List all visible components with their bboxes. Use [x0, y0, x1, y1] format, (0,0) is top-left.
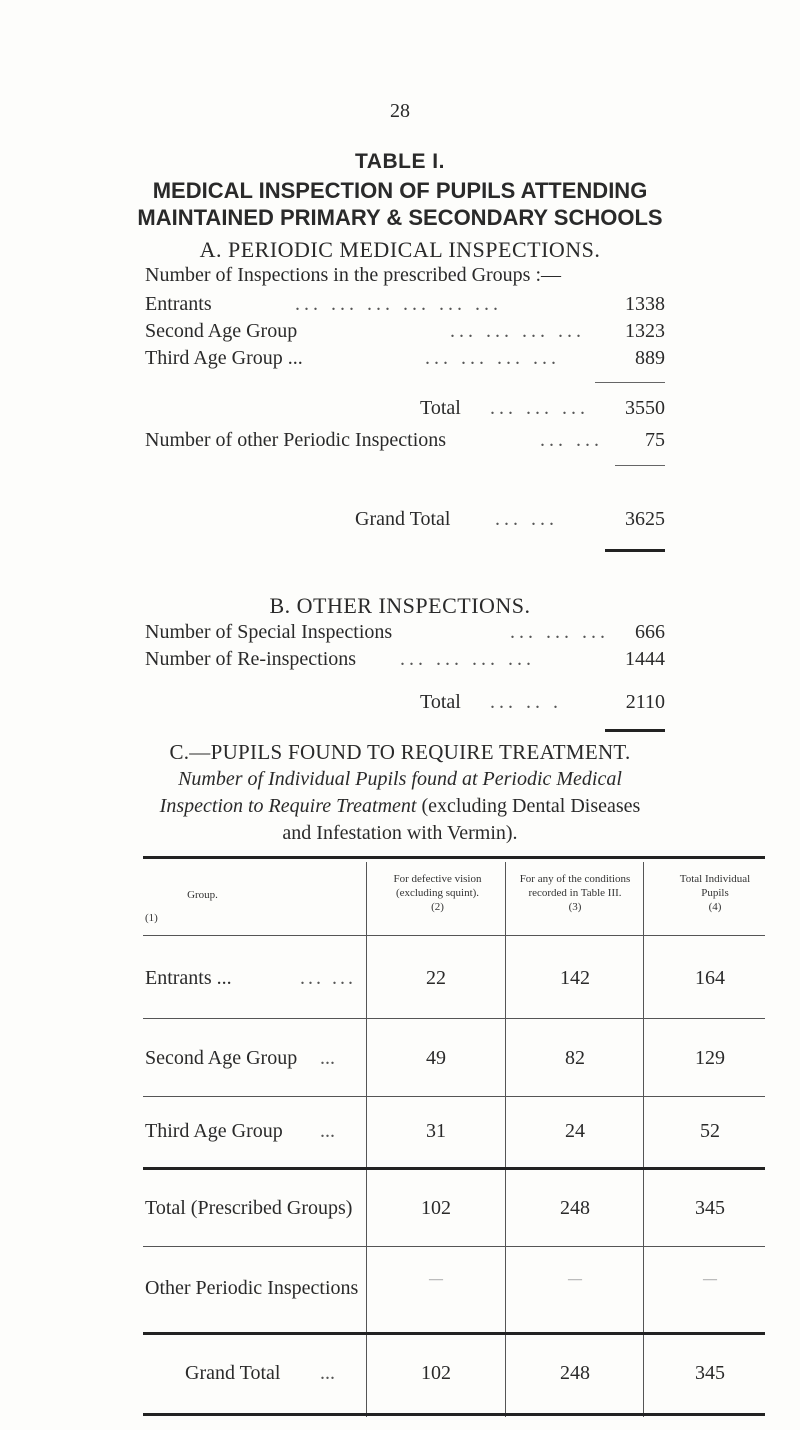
- row-value: 889: [635, 347, 665, 369]
- section-b-title: B. OTHER INSPECTIONS.: [269, 593, 531, 618]
- row-label: Second Age Group: [145, 320, 298, 342]
- total-value: 2110: [625, 691, 665, 713]
- table-cell: 164: [695, 967, 725, 989]
- table-row-group: Second Age Group: [145, 1047, 298, 1069]
- row-rule-heavy: [143, 1167, 765, 1170]
- leader-dots: ... ...: [495, 508, 558, 530]
- leader-dots: ... ... ...: [510, 621, 609, 643]
- table-cell: —: [703, 1272, 717, 1287]
- table-cell: 142: [560, 967, 590, 989]
- section-c-subtitle-1: Number of Individual Pupils found at Periodic Medical: [178, 768, 622, 790]
- grand-total-label: Grand Total: [355, 508, 451, 530]
- table-cell: 82: [565, 1047, 585, 1069]
- row-label: Number of Special Inspections: [145, 621, 393, 643]
- list-item: [145, 621, 665, 649]
- leader-dots: ... ...: [540, 429, 603, 451]
- row-value: 1323: [625, 320, 665, 342]
- header-num: (2): [431, 901, 444, 913]
- total-label: Total: [420, 397, 461, 419]
- total-value: 3550: [625, 397, 665, 419]
- list-item: [145, 347, 665, 375]
- subtitle-italic-part: Inspection to Require Treatment: [159, 795, 417, 817]
- header-text: Total Individual Pupils: [679, 873, 751, 899]
- table-cell: 49: [426, 1047, 446, 1069]
- leader-dots: ... ... ... ... ... ...: [295, 293, 502, 315]
- heading-line-1: MEDICAL INSPECTION OF PUPILS ATTENDING: [152, 178, 648, 203]
- header-num: (3): [568, 901, 582, 913]
- header-conditions: [510, 872, 640, 914]
- page-number: 28: [390, 100, 410, 122]
- leader-dots: ... ...: [300, 967, 356, 989]
- row-value: 1338: [625, 293, 665, 315]
- row-label: Entrants: [145, 293, 212, 315]
- total-row: [145, 397, 665, 425]
- table-row-group: Total (Prescribed Groups): [145, 1197, 353, 1219]
- total-label: Total: [420, 691, 461, 713]
- section-c-subtitle-3: and Infestation with Vermin).: [282, 822, 518, 844]
- section-a-intro: Number of Inspections in the prescribed Groups :—: [145, 264, 562, 286]
- divider: [595, 382, 665, 383]
- header-rule: [143, 935, 765, 936]
- row-label: Number of other Periodic Inspections: [145, 429, 447, 451]
- table-cell: —: [568, 1272, 582, 1287]
- table-cell: 52: [700, 1120, 720, 1142]
- header-text: For defective vision (excluding squint).: [393, 873, 482, 899]
- row-value: 666: [635, 621, 665, 643]
- header-num: (1): [145, 912, 158, 924]
- leader-dots: ...: [320, 1362, 335, 1384]
- list-item: [145, 320, 665, 348]
- leader-dots: ... ... ...: [490, 397, 589, 419]
- leader-dots: ...: [320, 1047, 335, 1069]
- header-num: (4): [708, 901, 722, 913]
- table-cell: 31: [426, 1120, 446, 1142]
- table-cell: 248: [560, 1197, 590, 1219]
- leader-dots: ... ... ... ...: [400, 648, 535, 670]
- list-item: [145, 293, 665, 321]
- header-text: Group.: [187, 889, 218, 901]
- table-cell: 24: [565, 1120, 585, 1142]
- divider: [605, 549, 665, 552]
- section-c-title: C.—PUPILS FOUND TO REQUIRE TREATMENT.: [169, 740, 631, 764]
- row-rule: [143, 1018, 765, 1019]
- row-rule: [143, 1096, 765, 1097]
- table-row-group: Third Age Group: [145, 1120, 283, 1142]
- leader-dots: ... ... ... ...: [425, 347, 560, 369]
- table-row-group: Other Periodic Inspections: [145, 1277, 359, 1299]
- table-cell: 345: [695, 1362, 725, 1384]
- leader-dots: ... ... ... ...: [450, 320, 585, 342]
- table-cell: 345: [695, 1197, 725, 1219]
- table-bottom-rule: [143, 1413, 765, 1416]
- row-value: 75: [645, 429, 665, 451]
- header-group: [145, 888, 260, 925]
- list-item: [145, 648, 665, 676]
- header-vision: [370, 872, 505, 914]
- row-rule: [143, 1246, 765, 1247]
- leader-dots: ...: [320, 1120, 335, 1142]
- header-text: For any of the conditions recorded in Table III.: [519, 873, 631, 899]
- table-cell: 248: [560, 1362, 590, 1384]
- table-row-group: Entrants ...: [145, 967, 232, 989]
- row-rule-heavy: [143, 1332, 765, 1335]
- table-cell: 129: [695, 1047, 725, 1069]
- heading-line-2: MAINTAINED PRIMARY & SECONDARY SCHOOLS: [137, 205, 663, 230]
- divider: [605, 729, 665, 732]
- table-cell: 22: [426, 967, 446, 989]
- list-item: [145, 429, 665, 457]
- table-title: TABLE I.: [355, 150, 445, 173]
- table-cell: —: [429, 1272, 443, 1287]
- leader-dots: ... .. .: [490, 691, 562, 713]
- table-cell: 102: [421, 1362, 451, 1384]
- table-row-group: Grand Total: [185, 1362, 281, 1384]
- total-row: [145, 691, 665, 719]
- row-label: Third Age Group ...: [145, 347, 303, 369]
- row-value: 1444: [625, 648, 665, 670]
- divider: [615, 465, 665, 466]
- grand-total-value: 3625: [625, 508, 665, 530]
- row-label: Number of Re-inspections: [145, 648, 357, 670]
- header-total: [670, 872, 760, 914]
- section-a-title: A. PERIODIC MEDICAL INSPECTIONS.: [199, 237, 601, 262]
- subtitle-plain-part: (excluding Dental Diseases: [421, 795, 641, 817]
- table-top-rule: [143, 856, 765, 859]
- grand-total-row: [145, 508, 665, 536]
- table-cell: 102: [421, 1197, 451, 1219]
- section-c-subtitle-2: [0, 795, 800, 818]
